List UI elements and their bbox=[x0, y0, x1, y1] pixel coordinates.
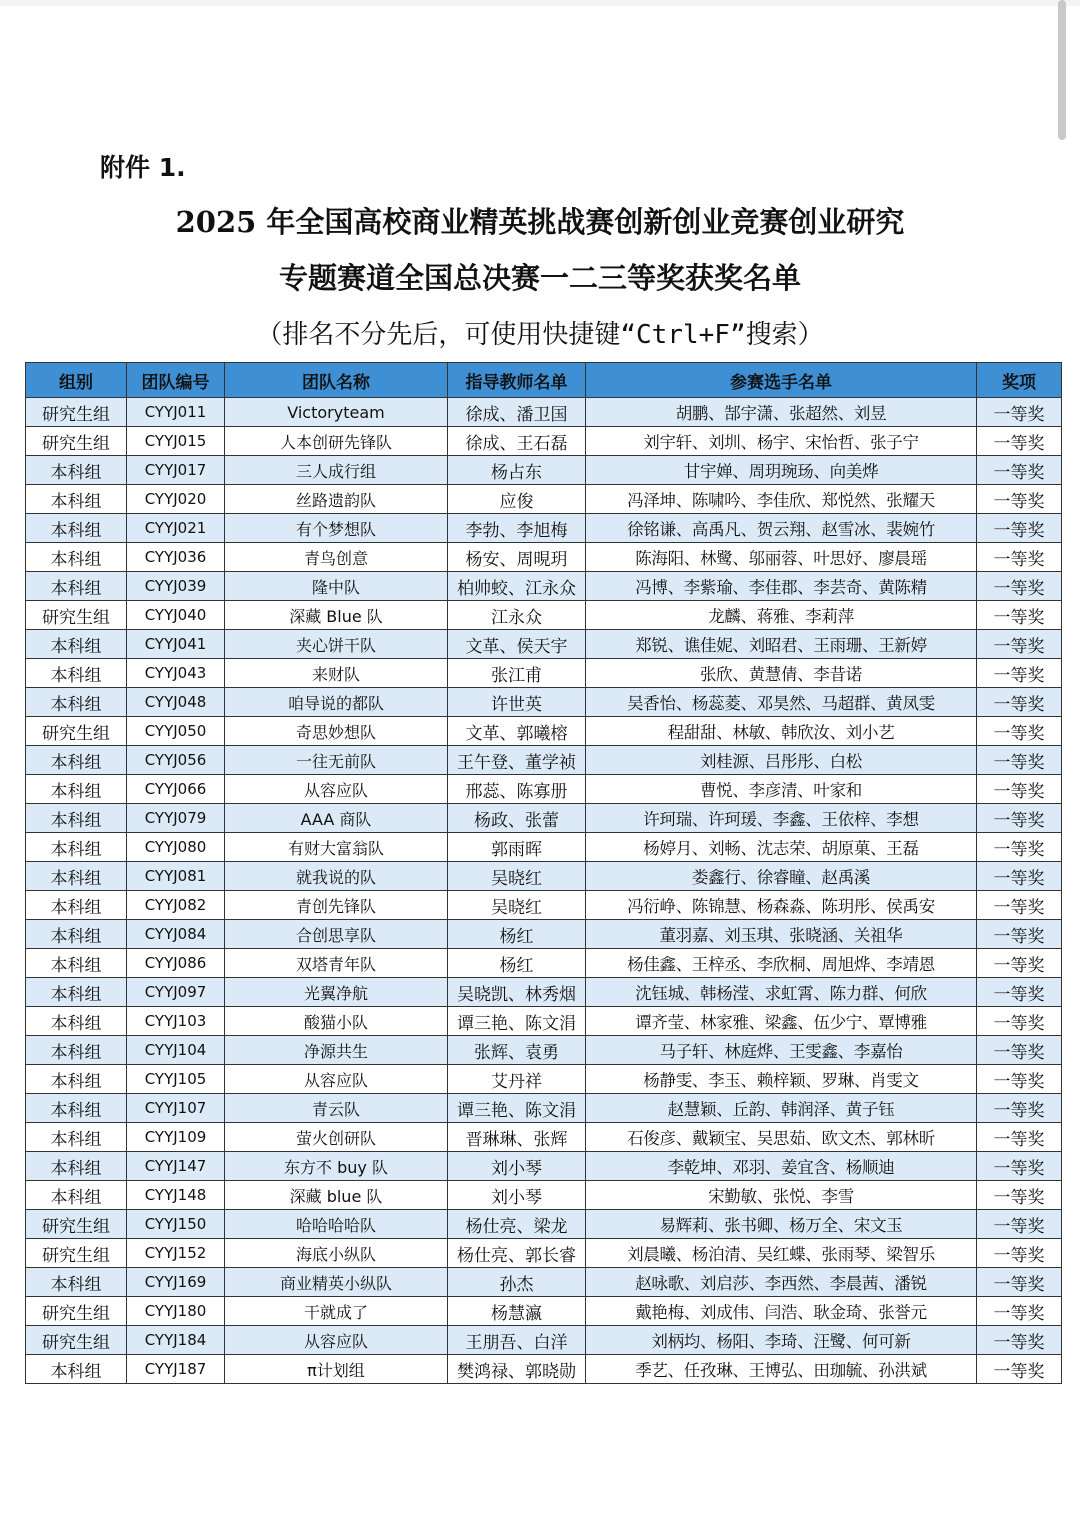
cell-advisors: 张辉、袁勇 bbox=[448, 1036, 586, 1065]
table-row bbox=[26, 949, 1062, 978]
header-team-name: 团队名称 bbox=[225, 363, 448, 398]
table-row bbox=[26, 630, 1062, 659]
cell-members: 曹悦、李彦清、叶家和 bbox=[586, 775, 977, 804]
cell-advisors: 柏帅蛟、江永众 bbox=[448, 572, 586, 601]
cell-team-id: CYYJ017 bbox=[127, 456, 225, 485]
cell-members: 冯泽坤、陈啸吟、李佳欣、郑悦然、张耀天 bbox=[586, 485, 977, 514]
cell-advisors: 谭三艳、陈文涓 bbox=[448, 1094, 586, 1123]
cell-group: 本科组 bbox=[26, 1065, 127, 1094]
table-row bbox=[26, 1326, 1062, 1355]
cell-group: 本科组 bbox=[26, 630, 127, 659]
cell-team-name: Victoryteam bbox=[225, 398, 448, 427]
cell-team-name: 夹心饼干队 bbox=[225, 630, 448, 659]
cell-team-name: 一往无前队 bbox=[225, 746, 448, 775]
cell-award: 一等奖 bbox=[977, 543, 1062, 572]
cell-members: 冯博、李紫瑜、李佳郡、李芸奇、黄陈精 bbox=[586, 572, 977, 601]
scrollbar[interactable] bbox=[1058, 0, 1066, 140]
document-subtitle: （排名不分先后，可使用快捷键“Ctrl+F”搜索） bbox=[256, 320, 824, 350]
cell-members: 赵咏歌、刘启莎、李西然、李晨茜、潘锐 bbox=[586, 1268, 977, 1297]
cell-members: 杨佳鑫、王梓丞、李欣桐、周旭烨、李靖恩 bbox=[586, 949, 977, 978]
cell-advisors: 杨仕亮、郭长睿 bbox=[448, 1239, 586, 1268]
cell-advisors: 杨仕亮、梁龙 bbox=[448, 1210, 586, 1239]
cell-team-name: 哈哈哈哈队 bbox=[225, 1210, 448, 1239]
cell-award: 一等奖 bbox=[977, 630, 1062, 659]
cell-members: 胡鹏、郜宇潇、张超然、刘昱 bbox=[586, 398, 977, 427]
cell-members: 刘桂源、吕彤彤、白松 bbox=[586, 746, 977, 775]
cell-team-name: 从容应队 bbox=[225, 1326, 448, 1355]
cell-advisors: 刘小琴 bbox=[448, 1181, 586, 1210]
cell-award: 一等奖 bbox=[977, 1123, 1062, 1152]
cell-advisors: 文革、侯天宇 bbox=[448, 630, 586, 659]
cell-group: 本科组 bbox=[26, 1152, 127, 1181]
table-row bbox=[26, 659, 1062, 688]
cell-group: 本科组 bbox=[26, 1181, 127, 1210]
cell-members: 杨静雯、李玉、赖梓颖、罗琳、肖雯文 bbox=[586, 1065, 977, 1094]
cell-members: 沈钰城、韩杨滢、求虹霄、陈力群、何欣 bbox=[586, 978, 977, 1007]
table-row bbox=[26, 1123, 1062, 1152]
cell-award: 一等奖 bbox=[977, 833, 1062, 862]
header-advisors: 指导教师名单 bbox=[448, 363, 586, 398]
cell-team-id: CYYJ169 bbox=[127, 1268, 225, 1297]
cell-team-id: CYYJ097 bbox=[127, 978, 225, 1007]
table-row bbox=[26, 601, 1062, 630]
cell-advisors: 吴晓红 bbox=[448, 862, 586, 891]
cell-award: 一等奖 bbox=[977, 1268, 1062, 1297]
cell-team-name: 奇思妙想队 bbox=[225, 717, 448, 746]
table-row bbox=[26, 717, 1062, 746]
cell-team-name: 青云队 bbox=[225, 1094, 448, 1123]
table-row bbox=[26, 746, 1062, 775]
cell-members: 徐铭谦、高禹凡、贺云翔、赵雪冰、裴婉竹 bbox=[586, 514, 977, 543]
cell-award: 一等奖 bbox=[977, 1181, 1062, 1210]
cell-award: 一等奖 bbox=[977, 920, 1062, 949]
cell-team-id: CYYJ041 bbox=[127, 630, 225, 659]
table-body bbox=[26, 398, 1062, 1384]
cell-group: 本科组 bbox=[26, 688, 127, 717]
cell-award: 一等奖 bbox=[977, 659, 1062, 688]
awards-table bbox=[25, 362, 1062, 1384]
cell-members: 吴香怡、杨蕊菱、邓昊然、马超群、黄凤雯 bbox=[586, 688, 977, 717]
cell-group: 本科组 bbox=[26, 1123, 127, 1152]
table-row bbox=[26, 572, 1062, 601]
cell-award: 一等奖 bbox=[977, 746, 1062, 775]
cell-team-name: 隆中队 bbox=[225, 572, 448, 601]
table-row bbox=[26, 862, 1062, 891]
cell-members: 许珂瑞、许珂瑗、李鑫、王依梓、李想 bbox=[586, 804, 977, 833]
top-edge bbox=[0, 0, 1080, 6]
cell-award: 一等奖 bbox=[977, 456, 1062, 485]
cell-team-name: AAA 商队 bbox=[225, 804, 448, 833]
cell-team-id: CYYJ039 bbox=[127, 572, 225, 601]
table-row bbox=[26, 1065, 1062, 1094]
cell-award: 一等奖 bbox=[977, 804, 1062, 833]
cell-team-name: 商业精英小纵队 bbox=[225, 1268, 448, 1297]
cell-team-name: 三人成行组 bbox=[225, 456, 448, 485]
cell-award: 一等奖 bbox=[977, 514, 1062, 543]
cell-team-id: CYYJ015 bbox=[127, 427, 225, 456]
cell-advisors: 杨红 bbox=[448, 920, 586, 949]
cell-team-id: CYYJ104 bbox=[127, 1036, 225, 1065]
cell-members: 石俊彦、戴颖宝、吴思茹、欧文杰、郭林昕 bbox=[586, 1123, 977, 1152]
cell-members: 谭齐莹、林家雅、梁鑫、伍少宁、覃博雅 bbox=[586, 1007, 977, 1036]
table-row bbox=[26, 688, 1062, 717]
table-row bbox=[26, 456, 1062, 485]
cell-group: 研究生组 bbox=[26, 1239, 127, 1268]
cell-award: 一等奖 bbox=[977, 862, 1062, 891]
cell-group: 研究生组 bbox=[26, 427, 127, 456]
table-row bbox=[26, 1036, 1062, 1065]
cell-team-id: CYYJ080 bbox=[127, 833, 225, 862]
document-title-line-2: 专题赛道全国总决赛一二三等奖获奖名单 bbox=[278, 261, 801, 295]
cell-team-name: 丝路遗韵队 bbox=[225, 485, 448, 514]
cell-award: 一等奖 bbox=[977, 1094, 1062, 1123]
cell-members: 杨婷月、刘畅、沈志荣、胡原菓、王磊 bbox=[586, 833, 977, 862]
header-award: 奖项 bbox=[977, 363, 1062, 398]
cell-group: 研究生组 bbox=[26, 601, 127, 630]
cell-award: 一等奖 bbox=[977, 1210, 1062, 1239]
cell-group: 研究生组 bbox=[26, 1326, 127, 1355]
cell-award: 一等奖 bbox=[977, 891, 1062, 920]
cell-award: 一等奖 bbox=[977, 688, 1062, 717]
table-row bbox=[26, 427, 1062, 456]
cell-advisors: 艾丹祥 bbox=[448, 1065, 586, 1094]
cell-advisors: 王午登、董学祯 bbox=[448, 746, 586, 775]
table-row bbox=[26, 1094, 1062, 1123]
cell-team-id: CYYJ086 bbox=[127, 949, 225, 978]
cell-team-id: CYYJ084 bbox=[127, 920, 225, 949]
cell-team-id: CYYJ184 bbox=[127, 1326, 225, 1355]
cell-award: 一等奖 bbox=[977, 398, 1062, 427]
cell-team-name: 就我说的队 bbox=[225, 862, 448, 891]
cell-team-id: CYYJ103 bbox=[127, 1007, 225, 1036]
cell-team-id: CYYJ036 bbox=[127, 543, 225, 572]
cell-team-name: π计划组 bbox=[225, 1355, 448, 1384]
table-row bbox=[26, 978, 1062, 1007]
table-row bbox=[26, 1355, 1062, 1384]
cell-team-id: CYYJ081 bbox=[127, 862, 225, 891]
cell-group: 本科组 bbox=[26, 804, 127, 833]
cell-group: 本科组 bbox=[26, 485, 127, 514]
cell-team-id: CYYJ107 bbox=[127, 1094, 225, 1123]
cell-members: 易辉莉、张书卿、杨万全、宋文玉 bbox=[586, 1210, 977, 1239]
cell-members: 刘晨曦、杨泊清、吴红蝶、张雨琴、梁智乐 bbox=[586, 1239, 977, 1268]
header-group: 组别 bbox=[26, 363, 127, 398]
table-row bbox=[26, 1007, 1062, 1036]
table-row bbox=[26, 920, 1062, 949]
cell-team-id: CYYJ187 bbox=[127, 1355, 225, 1384]
cell-group: 本科组 bbox=[26, 920, 127, 949]
cell-advisors: 吴晓红 bbox=[448, 891, 586, 920]
cell-team-name: 青鸟创意 bbox=[225, 543, 448, 572]
cell-group: 研究生组 bbox=[26, 1210, 127, 1239]
table-row bbox=[26, 1181, 1062, 1210]
cell-award: 一等奖 bbox=[977, 949, 1062, 978]
cell-team-name: 净源共生 bbox=[225, 1036, 448, 1065]
cell-advisors: 杨红 bbox=[448, 949, 586, 978]
cell-team-id: CYYJ050 bbox=[127, 717, 225, 746]
cell-team-id: CYYJ056 bbox=[127, 746, 225, 775]
cell-team-id: CYYJ021 bbox=[127, 514, 225, 543]
cell-group: 本科组 bbox=[26, 833, 127, 862]
cell-award: 一等奖 bbox=[977, 1036, 1062, 1065]
cell-group: 本科组 bbox=[26, 543, 127, 572]
cell-team-name: 有个梦想队 bbox=[225, 514, 448, 543]
cell-group: 本科组 bbox=[26, 659, 127, 688]
cell-team-id: CYYJ066 bbox=[127, 775, 225, 804]
cell-advisors: 邢蕊、陈寡册 bbox=[448, 775, 586, 804]
cell-team-id: CYYJ180 bbox=[127, 1297, 225, 1326]
cell-team-name: 深藏 Blue 队 bbox=[225, 601, 448, 630]
cell-members: 陈海阳、林鹭、邬丽蓉、叶思妤、廖晨瑶 bbox=[586, 543, 977, 572]
cell-team-name: 青创先锋队 bbox=[225, 891, 448, 920]
cell-advisors: 王朋吾、白洋 bbox=[448, 1326, 586, 1355]
cell-team-name: 萤火创研队 bbox=[225, 1123, 448, 1152]
cell-team-id: CYYJ020 bbox=[127, 485, 225, 514]
cell-award: 一等奖 bbox=[977, 427, 1062, 456]
cell-award: 一等奖 bbox=[977, 775, 1062, 804]
cell-group: 本科组 bbox=[26, 978, 127, 1007]
document-title-line-1: 2025 年全国高校商业精英挑战赛创新创业竞赛创业研究 bbox=[175, 205, 905, 239]
cell-group: 本科组 bbox=[26, 572, 127, 601]
cell-advisors: 杨安、周晛玥 bbox=[448, 543, 586, 572]
cell-advisors: 孙杰 bbox=[448, 1268, 586, 1297]
cell-team-name: 合创思享队 bbox=[225, 920, 448, 949]
cell-team-id: CYYJ147 bbox=[127, 1152, 225, 1181]
cell-advisors: 徐成、王石磊 bbox=[448, 427, 586, 456]
cell-award: 一等奖 bbox=[977, 1355, 1062, 1384]
cell-advisors: 樊鸿禄、郭晓勋 bbox=[448, 1355, 586, 1384]
cell-advisors: 杨慧瀛 bbox=[448, 1297, 586, 1326]
cell-team-name: 海底小纵队 bbox=[225, 1239, 448, 1268]
cell-members: 张欣、黄慧倩、李昔诺 bbox=[586, 659, 977, 688]
cell-award: 一等奖 bbox=[977, 1007, 1062, 1036]
cell-team-name: 有财大富翁队 bbox=[225, 833, 448, 862]
cell-team-name: 来财队 bbox=[225, 659, 448, 688]
cell-team-id: CYYJ152 bbox=[127, 1239, 225, 1268]
cell-members: 冯衍峥、陈锦慧、杨森淼、陈玥彤、侯禹安 bbox=[586, 891, 977, 920]
cell-group: 本科组 bbox=[26, 949, 127, 978]
table-row bbox=[26, 775, 1062, 804]
cell-group: 研究生组 bbox=[26, 398, 127, 427]
table-header-row bbox=[26, 363, 1062, 398]
cell-award: 一等奖 bbox=[977, 485, 1062, 514]
table-row bbox=[26, 833, 1062, 862]
table-row bbox=[26, 1210, 1062, 1239]
cell-members: 郑锐、谯佳妮、刘昭君、王雨珊、王新婷 bbox=[586, 630, 977, 659]
cell-group: 本科组 bbox=[26, 1268, 127, 1297]
cell-members: 刘柄均、杨阳、李琦、汪鹭、何可新 bbox=[586, 1326, 977, 1355]
cell-advisors: 杨占东 bbox=[448, 456, 586, 485]
cell-award: 一等奖 bbox=[977, 601, 1062, 630]
table-row bbox=[26, 543, 1062, 572]
cell-advisors: 杨政、张蕾 bbox=[448, 804, 586, 833]
cell-team-name: 干就成了 bbox=[225, 1297, 448, 1326]
cell-team-name: 光翼净航 bbox=[225, 978, 448, 1007]
cell-award: 一等奖 bbox=[977, 1326, 1062, 1355]
cell-group: 本科组 bbox=[26, 746, 127, 775]
cell-members: 赵慧颖、丘韵、韩润泽、黄子钰 bbox=[586, 1094, 977, 1123]
table-row bbox=[26, 398, 1062, 427]
cell-advisors: 文革、郭曦榕 bbox=[448, 717, 586, 746]
table-row bbox=[26, 1268, 1062, 1297]
cell-advisors: 晋琳琳、张辉 bbox=[448, 1123, 586, 1152]
table-row bbox=[26, 1152, 1062, 1181]
table-row bbox=[26, 485, 1062, 514]
cell-team-name: 深藏 blue 队 bbox=[225, 1181, 448, 1210]
table-row bbox=[26, 804, 1062, 833]
cell-group: 本科组 bbox=[26, 1036, 127, 1065]
cell-team-name: 酸猫小队 bbox=[225, 1007, 448, 1036]
cell-group: 本科组 bbox=[26, 1007, 127, 1036]
cell-team-id: CYYJ048 bbox=[127, 688, 225, 717]
cell-advisors: 谭三艳、陈文涓 bbox=[448, 1007, 586, 1036]
cell-team-id: CYYJ079 bbox=[127, 804, 225, 833]
cell-members: 刘宇轩、刘圳、杨宇、宋怡哲、张子宁 bbox=[586, 427, 977, 456]
cell-award: 一等奖 bbox=[977, 1152, 1062, 1181]
cell-group: 研究生组 bbox=[26, 1297, 127, 1326]
cell-members: 李乾坤、邓羽、姜宜含、杨顺迪 bbox=[586, 1152, 977, 1181]
cell-team-id: CYYJ105 bbox=[127, 1065, 225, 1094]
cell-award: 一等奖 bbox=[977, 1239, 1062, 1268]
cell-advisors: 张江甫 bbox=[448, 659, 586, 688]
cell-award: 一等奖 bbox=[977, 572, 1062, 601]
cell-advisors: 郭雨晖 bbox=[448, 833, 586, 862]
cell-advisors: 徐成、潘卫国 bbox=[448, 398, 586, 427]
cell-members: 程甜甜、林敏、韩欣汝、刘小艺 bbox=[586, 717, 977, 746]
header-team-id: 团队编号 bbox=[127, 363, 225, 398]
cell-team-id: CYYJ043 bbox=[127, 659, 225, 688]
cell-group: 本科组 bbox=[26, 775, 127, 804]
cell-members: 戴艳梅、刘成伟、闫浩、耿金琦、张誉元 bbox=[586, 1297, 977, 1326]
cell-advisors: 许世英 bbox=[448, 688, 586, 717]
header-members: 参赛选手名单 bbox=[586, 363, 977, 398]
cell-team-name: 咱导说的都队 bbox=[225, 688, 448, 717]
cell-advisors: 刘小琴 bbox=[448, 1152, 586, 1181]
cell-award: 一等奖 bbox=[977, 1065, 1062, 1094]
table-row bbox=[26, 891, 1062, 920]
cell-team-name: 双塔青年队 bbox=[225, 949, 448, 978]
cell-members: 娄鑫行、徐睿瞳、赵禹溪 bbox=[586, 862, 977, 891]
cell-team-id: CYYJ082 bbox=[127, 891, 225, 920]
attachment-label: 附件 1. bbox=[100, 153, 186, 182]
cell-group: 本科组 bbox=[26, 891, 127, 920]
cell-members: 甘宇婵、周玥琬玚、向美烨 bbox=[586, 456, 977, 485]
cell-members: 董羽嘉、刘玉琪、张晓涵、关祖华 bbox=[586, 920, 977, 949]
cell-advisors: 应俊 bbox=[448, 485, 586, 514]
cell-group: 研究生组 bbox=[26, 717, 127, 746]
cell-group: 本科组 bbox=[26, 862, 127, 891]
cell-team-id: CYYJ148 bbox=[127, 1181, 225, 1210]
cell-group: 本科组 bbox=[26, 456, 127, 485]
cell-members: 龙麟、蒋雅、李莉萍 bbox=[586, 601, 977, 630]
cell-group: 本科组 bbox=[26, 1094, 127, 1123]
cell-members: 马子轩、林庭烨、王雯鑫、李嘉怡 bbox=[586, 1036, 977, 1065]
table-row bbox=[26, 514, 1062, 543]
cell-team-id: CYYJ040 bbox=[127, 601, 225, 630]
cell-advisors: 江永众 bbox=[448, 601, 586, 630]
cell-team-name: 东方不 buy 队 bbox=[225, 1152, 448, 1181]
cell-team-name: 从容应队 bbox=[225, 775, 448, 804]
cell-team-id: CYYJ011 bbox=[127, 398, 225, 427]
cell-team-id: CYYJ150 bbox=[127, 1210, 225, 1239]
table-row bbox=[26, 1239, 1062, 1268]
cell-advisors: 吴晓凯、林秀烟 bbox=[448, 978, 586, 1007]
cell-group: 本科组 bbox=[26, 1355, 127, 1384]
cell-group: 本科组 bbox=[26, 514, 127, 543]
cell-award: 一等奖 bbox=[977, 717, 1062, 746]
cell-members: 宋勤敏、张悦、李雪 bbox=[586, 1181, 977, 1210]
cell-award: 一等奖 bbox=[977, 978, 1062, 1007]
cell-advisors: 李勃、李旭梅 bbox=[448, 514, 586, 543]
cell-award: 一等奖 bbox=[977, 1297, 1062, 1326]
table-row bbox=[26, 1297, 1062, 1326]
cell-members: 季艺、任孜琳、王博弘、田珈毓、孙洪斌 bbox=[586, 1355, 977, 1384]
cell-team-name: 从容应队 bbox=[225, 1065, 448, 1094]
cell-team-name: 人本创研先锋队 bbox=[225, 427, 448, 456]
cell-team-id: CYYJ109 bbox=[127, 1123, 225, 1152]
